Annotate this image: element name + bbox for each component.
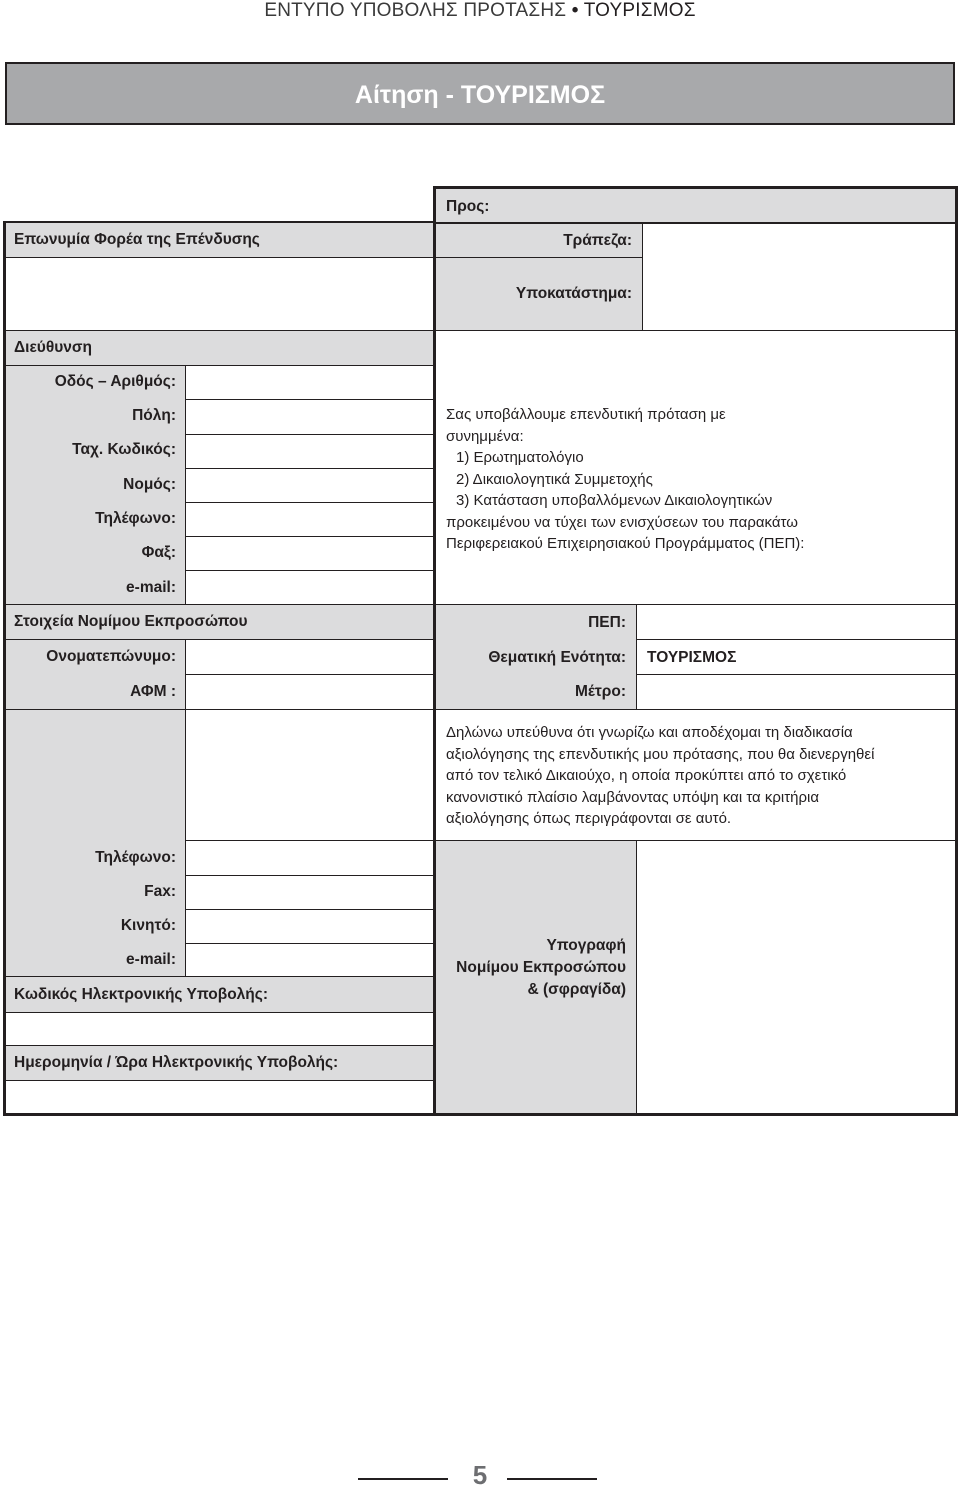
fax-label: Φαξ:: [141, 544, 176, 561]
measure-field[interactable]: [637, 675, 954, 709]
header-prefix: ΕΝΤΥΠΟ ΥΠΟΒΟΛΗΣ ΠΡΟΤΑΣΗΣ: [264, 0, 567, 21]
measure-label: Μέτρο:: [574, 683, 626, 700]
legal-rep-label: Στοιχεία Νομίμου Εκπροσώπου: [14, 613, 248, 630]
city-label: Πόλη:: [132, 407, 176, 424]
rep-phone-field[interactable]: [187, 841, 435, 875]
postcode-label: Ταχ. Κωδικός:: [72, 441, 176, 458]
phone-label: Τηλέφωνο:: [95, 510, 176, 527]
branch-label: Υποκατάστημα:: [515, 285, 632, 302]
form-title: Αίτηση - ΤΟΥΡΙΣΜΟΣ: [354, 81, 606, 109]
theme-label: Θεματική Ενότητα:: [488, 649, 626, 666]
header-separator: •: [571, 0, 579, 21]
rep-fax-field[interactable]: [187, 876, 435, 909]
theme-value: ΤΟΥΡΙΣΜΟΣ: [647, 649, 737, 666]
street-field[interactable]: [187, 367, 435, 399]
declaration-text: Δηλώνω υπεύθυνα ότι γνωρίζω και αποδέχομαι τη διαδικασία αξιολόγησης της επενδυτικής μου πρότασης, που θα διενεργηθεί από τον τελικό Δικαιούχο, η οποία προκύπτει από το σχετικό κανονιστικό πλαίσιο λαμβάνοντας υπόψη και τα κριτήρια αξιολόγησης όπως περιγράφονται σε αυτό.: [446, 724, 875, 827]
rep-mobile-field[interactable]: [187, 910, 435, 943]
company-name-label: Επωνυμία Φορέα της Επένδυσης: [14, 231, 260, 248]
rep-address-field[interactable]: [187, 711, 435, 840]
rep-mobile-label: Κινητό:: [120, 917, 176, 934]
signature-label: Υπογραφή Νομίμου Εκπροσώπου & (σφραγίδα): [456, 937, 626, 998]
page-header: [0, 0, 960, 22]
rep-phone-label: Τηλέφωνο:: [95, 849, 176, 866]
header-suffix: ΤΟΥΡΙΣΜΟΣ: [583, 0, 696, 21]
submission-code-field[interactable]: [6, 1013, 435, 1045]
form-title-banner: [5, 62, 955, 125]
fullname-label: Ονοματεπώνυμο:: [46, 648, 176, 665]
rep-email-label: e-mail:: [126, 951, 176, 968]
rep-email-field[interactable]: [187, 944, 435, 976]
submission-code-label: Κωδικός Ηλεκτρονικής Υποβολής:: [14, 986, 268, 1003]
bank-field[interactable]: [643, 224, 954, 257]
city-field[interactable]: [187, 400, 435, 434]
branch-field[interactable]: [643, 258, 954, 330]
street-label: Οδός – Αριθμός:: [54, 373, 176, 390]
email-field[interactable]: [187, 571, 435, 604]
submission-text: Σας υποβάλλουμε επενδυτική πρόταση με συνημμένα: 1) Ερωτηματολόγιο 2) Δικαιολογητικά Συμμετοχής 3) Κατάσταση υποβαλλόμενων Δικαιολογητικών προκειμένου να τύχει των ενισχύσεων του παρακάτω Περιφερειακού Επιχειρησιακού Προγράμματος (ΠΕΠ):: [446, 406, 805, 552]
pep-field[interactable]: [637, 606, 954, 639]
signature-field[interactable]: [637, 841, 954, 1113]
phone-field[interactable]: [187, 503, 435, 536]
fax-field[interactable]: [187, 537, 435, 570]
to-label: Προς:: [446, 198, 490, 215]
page-number: 5: [472, 1460, 488, 1490]
submission-datetime-label: Ημερομηνία / Ώρα Ηλεκτρονικής Υποβολής:: [14, 1054, 339, 1071]
afm-field[interactable]: [187, 675, 435, 709]
prefecture-label: Νομός:: [123, 476, 176, 493]
submission-datetime-field[interactable]: [6, 1081, 435, 1113]
prefecture-field[interactable]: [187, 469, 435, 502]
bank-label: Τράπεζα:: [563, 232, 632, 249]
address-label: Διεύθυνση: [14, 339, 92, 356]
pep-label: ΠΕΠ:: [588, 614, 626, 631]
email-label: e-mail:: [126, 579, 176, 596]
postcode-field[interactable]: [187, 435, 435, 468]
company-name-field[interactable]: [5, 258, 435, 330]
fullname-field[interactable]: [187, 641, 435, 674]
rep-fax-label: Fax:: [144, 883, 176, 900]
afm-label: ΑΦΜ :: [130, 683, 176, 700]
